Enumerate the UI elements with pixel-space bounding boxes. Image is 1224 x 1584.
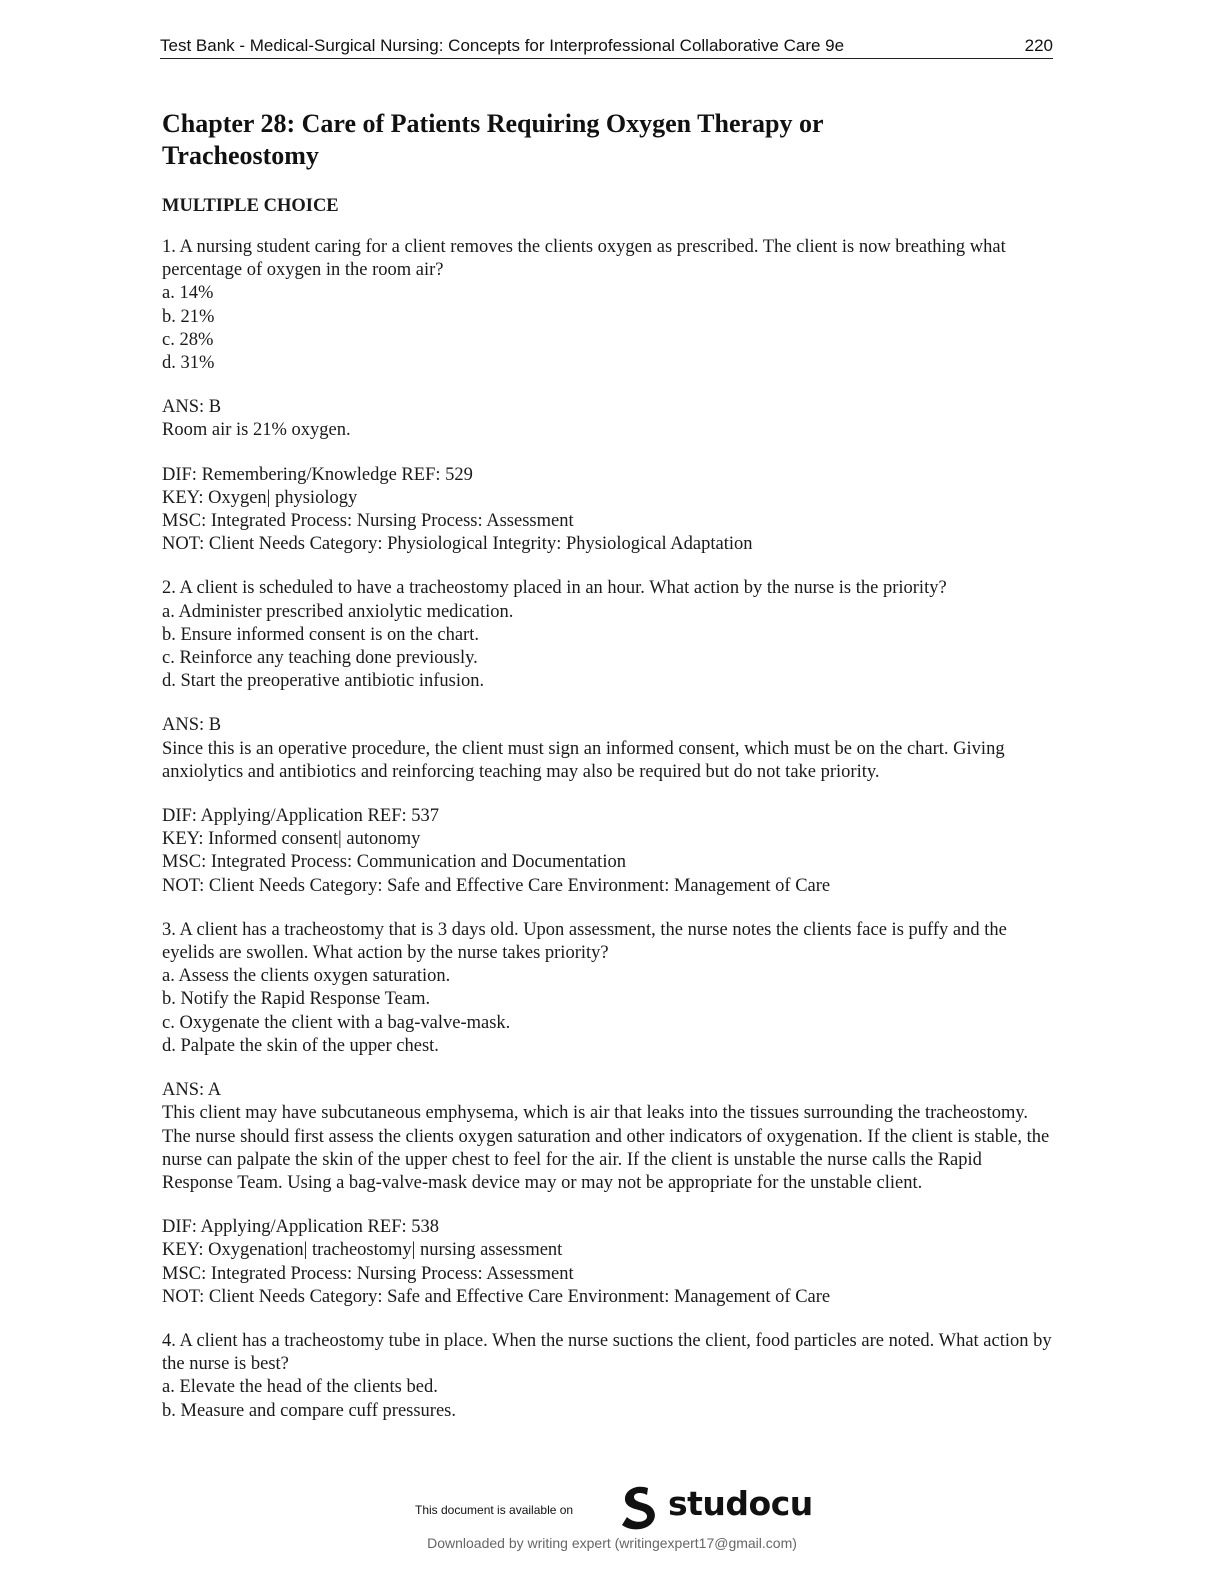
page-number: 220 <box>1024 36 1053 55</box>
answer-key: ANS: B <box>162 715 222 736</box>
rationale: This client may have subcutaneous emphysema, which is air that leaks into the tissues surrounding the tracheostomy. The nurse should first assess the clients oxygen saturation and other indicators of oxygenation. If the client is stable, the nurse can palpate the skin of the upper chest to feel for the air. If the client is unstable the nurse calls the Rapid Response Team. Using a bag-valve-mask device may or may not be appropriate for the unstable client. <box>162 1103 1050 1193</box>
question-stem: 2. A client is scheduled to have a tracheostomy placed in an hour. What action by the nurse is the priority? <box>162 578 947 599</box>
answer-option: d. Palpate the skin of the upper chest. <box>162 1035 439 1056</box>
running-header <box>160 34 1053 59</box>
metadata-block-3 <box>162 1216 1057 1309</box>
question-stem: 1. A nursing student caring for a client removes the clients oxygen as prescribed. The client is now breathing what percentage of oxygen in the room air? <box>162 237 1006 281</box>
answer-option: c. Oxygenate the client with a bag-valve-mask. <box>162 1012 511 1033</box>
answer-option: b. Ensure informed consent is on the chart. <box>162 624 479 645</box>
metadata-block-2 <box>162 805 1057 898</box>
question-stem: 4. A client has a tracheostomy tube in place. When the nurse suctions the client, food particles are noted. What action by the nurse is best? <box>162 1330 1052 1375</box>
answer-option: d. Start the preoperative antibiotic infusion. <box>162 671 485 692</box>
answer-option: a. 14% <box>162 283 214 304</box>
keywords: KEY: Informed consent| autonomy <box>162 829 421 850</box>
downloaded-by-text: Downloaded by writing expert (writingexpert17@gmail.com) <box>427 1535 797 1551</box>
keywords: KEY: Oxygen| physiology <box>162 487 358 508</box>
client-needs: NOT: Client Needs Category: Safe and Effective Care Environment: Management of Care <box>162 1286 831 1307</box>
msc: MSC: Integrated Process: Nursing Process: Assessment <box>162 511 574 532</box>
difficulty-ref: DIF: Remembering/Knowledge REF: 529 <box>162 464 473 485</box>
rationale: Since this is an operative procedure, the client must sign an informed consent, which must be on the chart. Giving anxiolytics and antibiotics and reinforcing teaching may also be required but do not take priority. <box>162 738 1005 782</box>
header-title: Test Bank - Medical-Surgical Nursing: Concepts for Interprofessional Collaborative Care 9e <box>160 36 845 55</box>
answer-option: a. Assess the clients oxygen saturation. <box>162 966 451 987</box>
section-heading: MULTIPLE CHOICE <box>162 196 339 216</box>
answer-block-1 <box>162 396 1057 442</box>
chapter-title-line-1: Chapter 28: Care of Patients Requiring Oxygen Therapy or <box>162 109 824 138</box>
rationale: Room air is 21% oxygen. <box>162 420 351 441</box>
answer-block-2 <box>162 714 1057 784</box>
answer-option: b. Notify the Rapid Response Team. <box>162 989 431 1010</box>
answer-option: a. Elevate the head of the clients bed. <box>162 1377 438 1398</box>
answer-option: a. Administer prescribed anxiolytic medication. <box>162 601 514 622</box>
answer-option: d. 31% <box>162 353 215 374</box>
msc: MSC: Integrated Process: Nursing Process: Assessment <box>162 1263 574 1284</box>
metadata-block-1 <box>162 464 1057 557</box>
studocu-brand[interactable]: studocu <box>668 1484 813 1523</box>
msc: MSC: Integrated Process: Communication and Documentation <box>162 852 626 873</box>
question-4 <box>162 1330 1057 1423</box>
client-needs: NOT: Client Needs Category: Safe and Effective Care Environment: Management of Care <box>162 875 831 896</box>
difficulty-ref: DIF: Applying/Application REF: 537 <box>162 806 439 827</box>
answer-option: b. Measure and compare cuff pressures. <box>162 1400 457 1421</box>
question-1 <box>162 236 1057 375</box>
keywords: KEY: Oxygenation| tracheostomy| nursing assessment <box>162 1240 563 1261</box>
answer-block-3 <box>162 1079 1057 1195</box>
answer-option: b. 21% <box>162 306 215 327</box>
studocu-logo-icon[interactable] <box>618 1484 662 1530</box>
chapter-title <box>162 108 1057 172</box>
page-content <box>162 108 1057 1423</box>
answer-key: ANS: A <box>162 1080 222 1101</box>
footer-availability-text: This document is available on <box>415 1503 574 1517</box>
client-needs: NOT: Client Needs Category: Physiological Integrity: Physiological Adaptation <box>162 534 753 555</box>
difficulty-ref: DIF: Applying/Application REF: 538 <box>162 1217 439 1238</box>
answer-option: c. Reinforce any teaching done previously. <box>162 648 478 669</box>
question-2 <box>162 577 1057 693</box>
question-3 <box>162 919 1057 1058</box>
answer-option: c. 28% <box>162 329 214 350</box>
chapter-title-line-2: Tracheostomy <box>162 141 319 170</box>
question-stem: 3. A client has a tracheostomy that is 3 days old. Upon assessment, the nurse notes the clients face is puffy and the eyelids are swollen. What action by the nurse takes priority? <box>162 919 1007 964</box>
answer-key: ANS: B <box>162 397 222 418</box>
